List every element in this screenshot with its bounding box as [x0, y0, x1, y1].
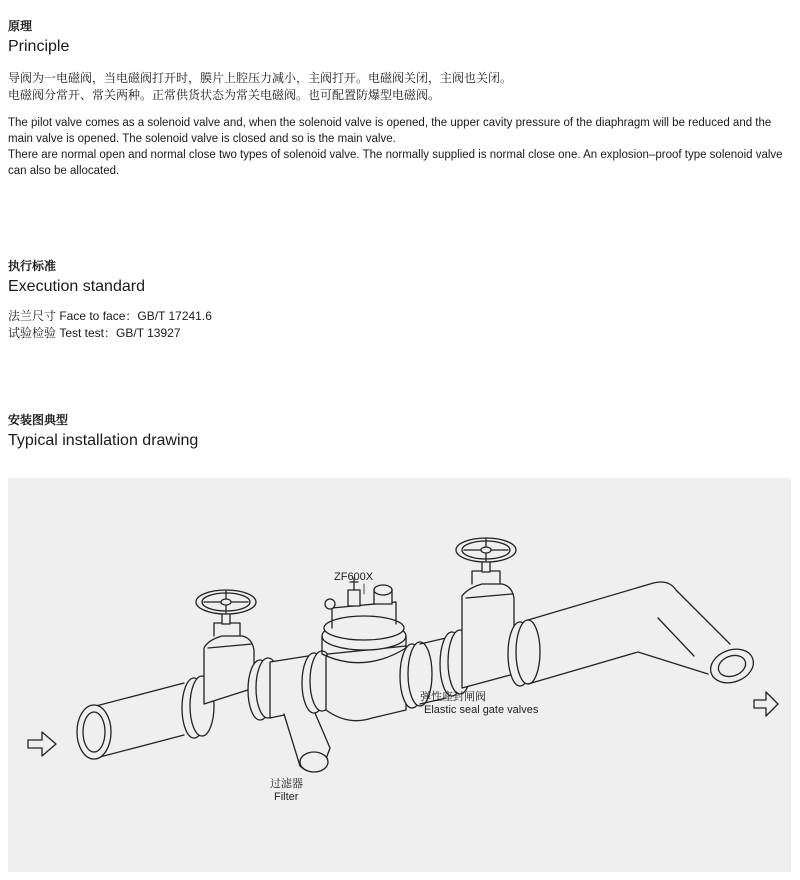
- principle-para-cn-2: 电磁阀分常开、常关两种。正常供货状态为常关电磁阀。也可配置防爆型电磁阀。: [8, 88, 441, 102]
- installation-heading-cn: 安装图典型: [8, 413, 69, 427]
- inlet-arrow-icon: [28, 732, 56, 756]
- label-filter-en: Filter: [274, 791, 299, 803]
- label-model: ZF600X: [334, 571, 374, 583]
- label-gate-cn: 弹性座封闸阀: [420, 691, 486, 703]
- principle-para-cn-1: 导阀为一电磁阀，当电磁阀打开时，膜片上腔压力减小，主阀打开。电磁阀关闭，主阀也关闭。: [8, 71, 513, 85]
- outlet-arrow-icon: [754, 692, 778, 716]
- installation-heading-en: Typical installation drawing: [8, 432, 199, 449]
- installation-section: [8, 412, 792, 452]
- principle-section: [8, 18, 792, 179]
- principle-heading-cn: 原理: [8, 19, 33, 33]
- execution-heading-cn: 执行标准: [8, 259, 57, 273]
- zf600x-valve: [322, 578, 432, 721]
- execution-section: [8, 258, 792, 342]
- filter: [270, 651, 334, 772]
- inlet-pipe: [77, 676, 214, 759]
- principle-para-en-1: The pilot valve comes as a solenoid valve and, when the solenoid valve is opened, the upper cavity pressure of the diaphragm will be reduced and the main valve is opened. The solenoid valve is closed and so is the main valve.: [8, 117, 772, 145]
- standard-test: 试验检验 Test test：GB/T 13927: [8, 326, 181, 340]
- right-gate-valve: [456, 538, 540, 688]
- execution-heading-en: Execution standard: [8, 278, 145, 295]
- installation-drawing-svg: [8, 478, 791, 872]
- label-gate-en: Elastic seal gate valves: [424, 704, 539, 716]
- outlet-pipe: [528, 582, 758, 689]
- installation-drawing: [8, 478, 791, 872]
- label-filter-cn: 过滤器: [270, 778, 303, 790]
- principle-heading-en: Principle: [8, 38, 70, 55]
- principle-para-en-2: There are normal open and normal close two types of solenoid valve. The normally supplied is normal close one. An explosion–proof type solenoid valve can also be allocated.: [8, 149, 783, 177]
- left-gate-valve: [196, 590, 280, 720]
- standard-face-to-face: 法兰尺寸 Face to face：GB/T 17241.6: [8, 309, 212, 323]
